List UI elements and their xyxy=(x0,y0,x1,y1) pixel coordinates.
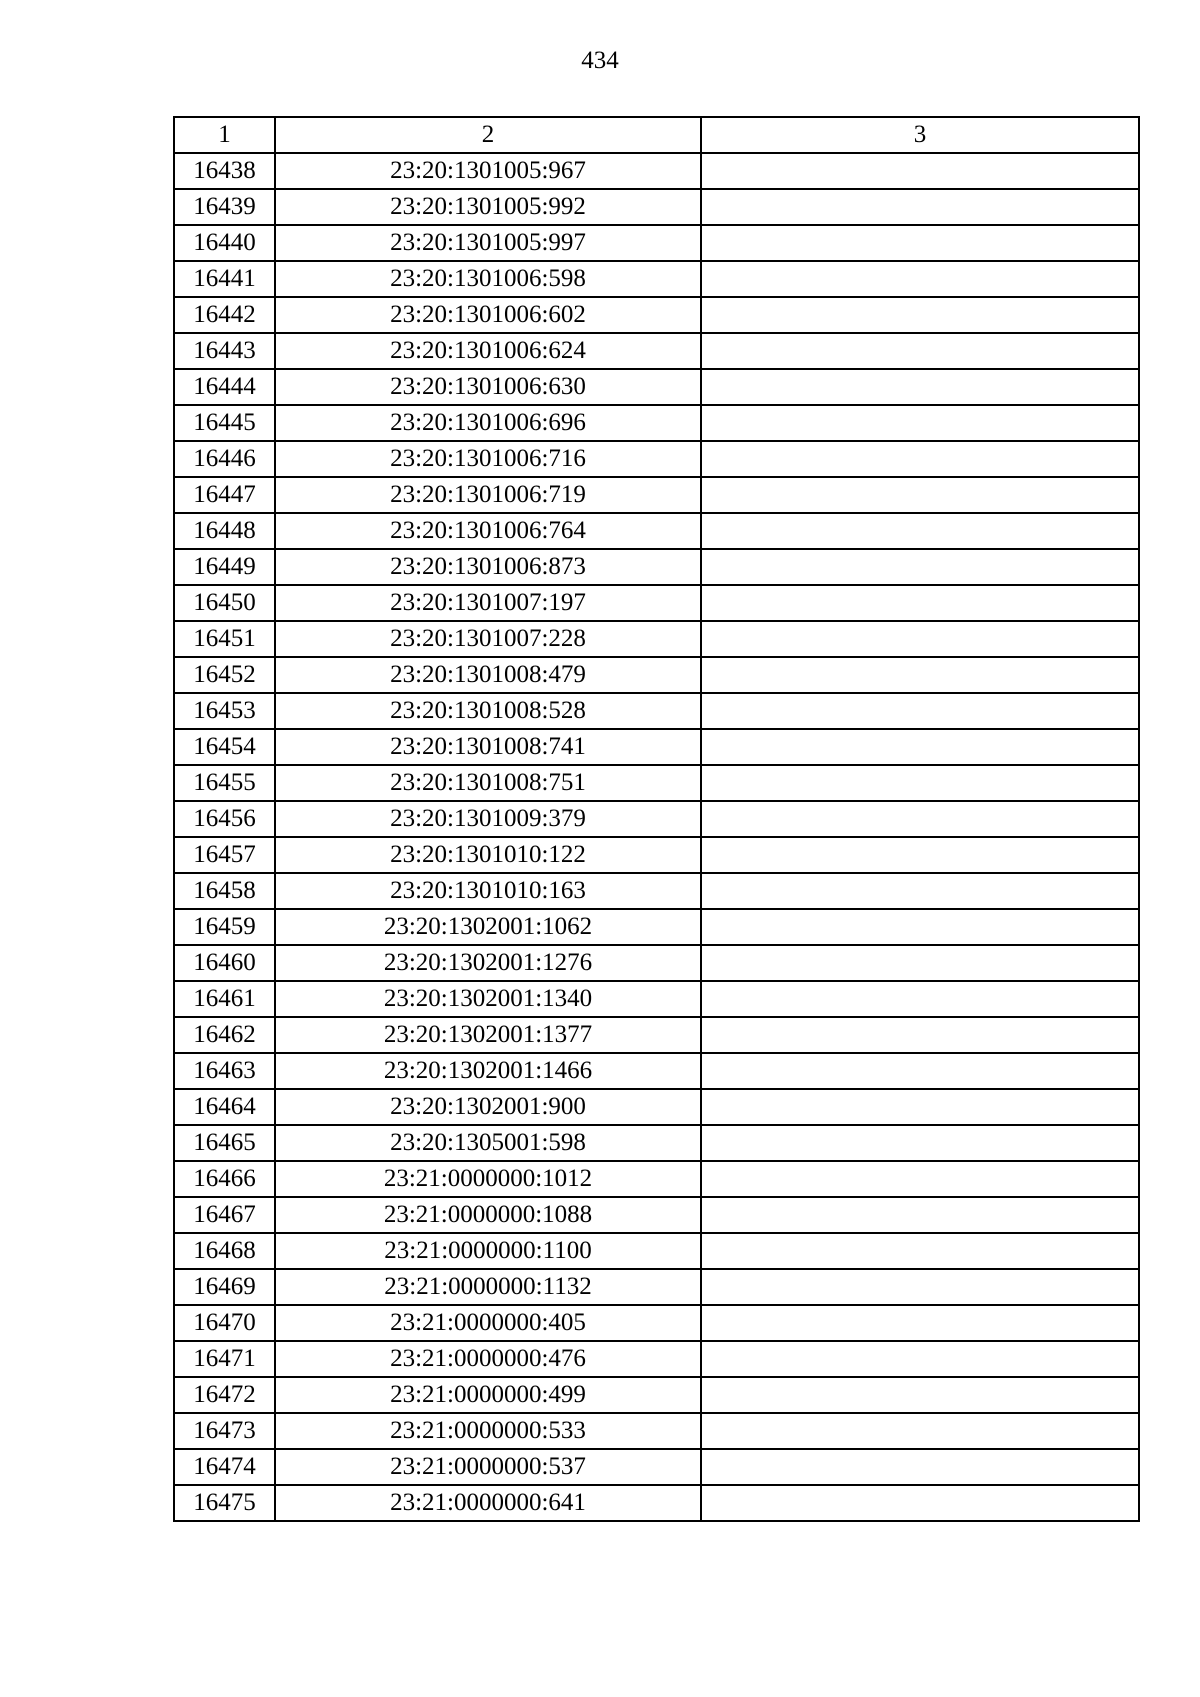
page-number: 434 xyxy=(581,47,619,74)
row-number-cell: 16441 xyxy=(174,261,275,297)
row-number-cell: 16468 xyxy=(174,1233,275,1269)
row-number-cell: 16443 xyxy=(174,333,275,369)
cadastral-number-cell: 23:20:1301008:479 xyxy=(275,657,701,693)
row-number-cell: 16462 xyxy=(174,1017,275,1053)
cadastral-number-cell: 23:20:1301006:873 xyxy=(275,549,701,585)
note-cell xyxy=(701,1089,1139,1125)
row-number-cell: 16465 xyxy=(174,1125,275,1161)
note-cell xyxy=(701,1125,1139,1161)
row-number-cell: 16450 xyxy=(174,585,275,621)
row-number-cell: 16464 xyxy=(174,1089,275,1125)
table-row xyxy=(174,189,1139,225)
row-number-cell: 16459 xyxy=(174,909,275,945)
table-row xyxy=(174,621,1139,657)
row-number-cell: 16451 xyxy=(174,621,275,657)
note-cell xyxy=(701,1161,1139,1197)
table-row xyxy=(174,1341,1139,1377)
cadastral-number-cell: 23:21:0000000:476 xyxy=(275,1341,701,1377)
table-row xyxy=(174,1449,1139,1485)
cadastral-number-cell: 23:20:1302001:1377 xyxy=(275,1017,701,1053)
table-row xyxy=(174,1269,1139,1305)
table-row xyxy=(174,585,1139,621)
row-number-cell: 16474 xyxy=(174,1449,275,1485)
cadastral-number-cell: 23:21:0000000:499 xyxy=(275,1377,701,1413)
row-number-cell: 16469 xyxy=(174,1269,275,1305)
row-number-cell: 16460 xyxy=(174,945,275,981)
note-cell xyxy=(701,1053,1139,1089)
table-row xyxy=(174,801,1139,837)
column-header-3: 3 xyxy=(701,117,1139,153)
row-number-cell: 16458 xyxy=(174,873,275,909)
note-cell xyxy=(701,1341,1139,1377)
cadastral-number-cell: 23:20:1301005:997 xyxy=(275,225,701,261)
table-row xyxy=(174,1089,1139,1125)
table-row xyxy=(174,1305,1139,1341)
column-header-2: 2 xyxy=(275,117,701,153)
note-cell xyxy=(701,1449,1139,1485)
row-number-cell: 16455 xyxy=(174,765,275,801)
cadastral-number-cell: 23:20:1302001:900 xyxy=(275,1089,701,1125)
note-cell xyxy=(701,1305,1139,1341)
cadastral-number-cell: 23:20:1301006:696 xyxy=(275,405,701,441)
cadastral-number-cell: 23:20:1301010:163 xyxy=(275,873,701,909)
table-row xyxy=(174,1017,1139,1053)
table-row xyxy=(174,837,1139,873)
table-row xyxy=(174,477,1139,513)
row-number-cell: 16463 xyxy=(174,1053,275,1089)
cadastral-number-cell: 23:20:1301008:528 xyxy=(275,693,701,729)
registry-table xyxy=(173,116,1140,1522)
row-number-cell: 16456 xyxy=(174,801,275,837)
cadastral-number-cell: 23:20:1301006:764 xyxy=(275,513,701,549)
table-row xyxy=(174,693,1139,729)
row-number-cell: 16473 xyxy=(174,1413,275,1449)
table-row xyxy=(174,1197,1139,1233)
note-cell xyxy=(701,765,1139,801)
note-cell xyxy=(701,945,1139,981)
row-number-cell: 16466 xyxy=(174,1161,275,1197)
row-number-cell: 16446 xyxy=(174,441,275,477)
cadastral-number-cell: 23:20:1301008:741 xyxy=(275,729,701,765)
note-cell xyxy=(701,1485,1139,1521)
note-cell xyxy=(701,333,1139,369)
cadastral-number-cell: 23:21:0000000:537 xyxy=(275,1449,701,1485)
note-cell xyxy=(701,621,1139,657)
cadastral-number-cell: 23:20:1301006:716 xyxy=(275,441,701,477)
table-row xyxy=(174,1377,1139,1413)
row-number-cell: 16438 xyxy=(174,153,275,189)
table-row xyxy=(174,1485,1139,1521)
note-cell xyxy=(701,297,1139,333)
cadastral-number-cell: 23:20:1302001:1276 xyxy=(275,945,701,981)
cadastral-number-cell: 23:20:1301006:598 xyxy=(275,261,701,297)
table-row xyxy=(174,1161,1139,1197)
cadastral-number-cell: 23:20:1301006:719 xyxy=(275,477,701,513)
table-row xyxy=(174,909,1139,945)
note-cell xyxy=(701,1017,1139,1053)
note-cell xyxy=(701,1269,1139,1305)
note-cell xyxy=(701,837,1139,873)
note-cell xyxy=(701,1233,1139,1269)
cadastral-number-cell: 23:21:0000000:1100 xyxy=(275,1233,701,1269)
row-number-cell: 16453 xyxy=(174,693,275,729)
table-row xyxy=(174,441,1139,477)
note-cell xyxy=(701,189,1139,225)
cadastral-number-cell: 23:20:1301007:197 xyxy=(275,585,701,621)
row-number-cell: 16448 xyxy=(174,513,275,549)
row-number-cell: 16449 xyxy=(174,549,275,585)
table-row xyxy=(174,549,1139,585)
note-cell xyxy=(701,909,1139,945)
table-row xyxy=(174,333,1139,369)
row-number-cell: 16444 xyxy=(174,369,275,405)
cadastral-number-cell: 23:20:1301010:122 xyxy=(275,837,701,873)
cadastral-number-cell: 23:20:1305001:598 xyxy=(275,1125,701,1161)
table-row xyxy=(174,261,1139,297)
cadastral-number-cell: 23:20:1302001:1062 xyxy=(275,909,701,945)
row-number-cell: 16454 xyxy=(174,729,275,765)
note-cell xyxy=(701,1413,1139,1449)
note-cell xyxy=(701,657,1139,693)
row-number-cell: 16470 xyxy=(174,1305,275,1341)
table-row xyxy=(174,981,1139,1017)
cadastral-number-cell: 23:21:0000000:533 xyxy=(275,1413,701,1449)
note-cell xyxy=(701,801,1139,837)
cadastral-number-cell: 23:20:1301009:379 xyxy=(275,801,701,837)
table-body xyxy=(174,153,1139,1521)
table-row xyxy=(174,405,1139,441)
note-cell xyxy=(701,369,1139,405)
row-number-cell: 16471 xyxy=(174,1341,275,1377)
note-cell xyxy=(701,477,1139,513)
table-row xyxy=(174,729,1139,765)
row-number-cell: 16467 xyxy=(174,1197,275,1233)
row-number-cell: 16442 xyxy=(174,297,275,333)
table-row xyxy=(174,225,1139,261)
cadastral-number-cell: 23:20:1301006:624 xyxy=(275,333,701,369)
cadastral-number-cell: 23:21:0000000:405 xyxy=(275,1305,701,1341)
row-number-cell: 16445 xyxy=(174,405,275,441)
table-row xyxy=(174,1233,1139,1269)
cadastral-number-cell: 23:20:1301005:992 xyxy=(275,189,701,225)
table-row xyxy=(174,1125,1139,1161)
row-number-cell: 16452 xyxy=(174,657,275,693)
note-cell xyxy=(701,1197,1139,1233)
note-cell xyxy=(701,729,1139,765)
table-row xyxy=(174,153,1139,189)
note-cell xyxy=(701,1377,1139,1413)
table-row xyxy=(174,765,1139,801)
note-cell xyxy=(701,405,1139,441)
row-number-cell: 16447 xyxy=(174,477,275,513)
cadastral-number-cell: 23:20:1302001:1340 xyxy=(275,981,701,1017)
note-cell xyxy=(701,261,1139,297)
note-cell xyxy=(701,513,1139,549)
cadastral-number-cell: 23:20:1301007:228 xyxy=(275,621,701,657)
table-row xyxy=(174,873,1139,909)
row-number-cell: 16472 xyxy=(174,1377,275,1413)
table-row xyxy=(174,1053,1139,1089)
note-cell xyxy=(701,693,1139,729)
note-cell xyxy=(701,873,1139,909)
note-cell xyxy=(701,981,1139,1017)
table-row xyxy=(174,297,1139,333)
table-row xyxy=(174,657,1139,693)
note-cell xyxy=(701,153,1139,189)
cadastral-number-cell: 23:21:0000000:1088 xyxy=(275,1197,701,1233)
cadastral-number-cell: 23:21:0000000:1132 xyxy=(275,1269,701,1305)
row-number-cell: 16461 xyxy=(174,981,275,1017)
table-row xyxy=(174,945,1139,981)
row-number-cell: 16439 xyxy=(174,189,275,225)
column-header-1: 1 xyxy=(174,117,275,153)
cadastral-number-cell: 23:20:1301005:967 xyxy=(275,153,701,189)
cadastral-number-cell: 23:20:1301008:751 xyxy=(275,765,701,801)
cadastral-number-cell: 23:20:1301006:602 xyxy=(275,297,701,333)
row-number-cell: 16457 xyxy=(174,837,275,873)
note-cell xyxy=(701,225,1139,261)
row-number-cell: 16440 xyxy=(174,225,275,261)
cadastral-number-cell: 23:20:1302001:1466 xyxy=(275,1053,701,1089)
cadastral-number-cell: 23:21:0000000:1012 xyxy=(275,1161,701,1197)
cadastral-number-cell: 23:20:1301006:630 xyxy=(275,369,701,405)
note-cell xyxy=(701,585,1139,621)
note-cell xyxy=(701,441,1139,477)
table-row xyxy=(174,1413,1139,1449)
table-row xyxy=(174,369,1139,405)
header-row xyxy=(174,117,1139,153)
cadastral-number-cell: 23:21:0000000:641 xyxy=(275,1485,701,1521)
table-row xyxy=(174,513,1139,549)
note-cell xyxy=(701,549,1139,585)
row-number-cell: 16475 xyxy=(174,1485,275,1521)
